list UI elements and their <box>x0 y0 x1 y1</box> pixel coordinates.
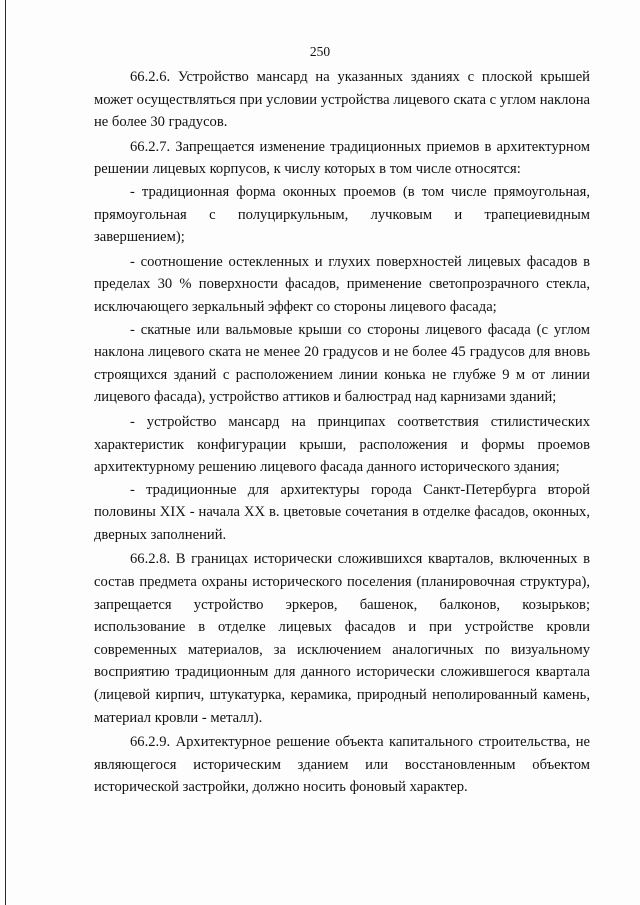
list-item-window-openings: - традиционная форма оконных проемов (в том числе прямоугольная, прямоугольная с полуциркульным, лучковым и трапециевидным завершением); <box>94 183 590 246</box>
paragraph-66-2-6: 66.2.6. Устройство мансард на указанных зданиях с плоской крышей может осуществляться при условии устройства лицевого ската с углом наклона не более 30 градусов. <box>94 69 590 131</box>
paragraph-66-2-7: 66.2.7. Запрещается изменение традиционных приемов в архитектурном решении лицевых корпусов, к числу которых в том числе относятся: <box>94 138 590 178</box>
scan-edge-line <box>5 0 6 905</box>
list-item-colors: - традиционные для архитектуры города Санкт-Петербурга второй половины XIX - начала XX в. цветовые сочетания в отделке фасадов, оконных, дверных заполнений. <box>94 481 590 543</box>
list-item-mansards: - устройство мансард на принципах соответствия стилистических характеристик конфигурации крыши, расположения и формы проемов архитектурному решению лицевого фасада данного исторического здания; <box>94 413 590 476</box>
page-number: 250 <box>309 44 331 59</box>
document-body <box>94 66 590 799</box>
paragraph-66-2-8: 66.2.8. В границах исторически сложившихся кварталов, включенных в состав предмета охраны исторического поселения (планировочная структура), запрещается устройство эркеров, башенок, балконов, козырьков; использование в отделке лицевых фасадов и при устройстве кровли современных материалов, за исключением аналогичных по визуальному восприятию традиционным для данного исторически сложившегося квартала (лицевой кирпич, штукатурка, керамика, природный неполированный камень, материал кровли - металл). <box>94 551 590 726</box>
list-item-glazing-ratio: - соотношение остекленных и глухих поверхностей лицевых фасадов в пределах 30 % поверхности фасадов, применение светопрозрачного стекла, исключающего зеркальный эффект со стороны лицевого фасада; <box>94 253 590 315</box>
list-item-roofs: - скатные или вальмовые крыши со стороны лицевого фасада (с углом наклона лицевого ската не менее 20 градусов и не более 45 градусов для вновь строящихся зданий с расположением линии конька не глубже 9 м от линии лицевого фасада), устройство аттиков и балюстрад над карнизами зданий; <box>94 321 590 406</box>
paragraph-66-2-9: 66.2.9. Архитектурное решение объекта капитального строительства, не являющегося историческим зданием или восстановленным объектом исторической застройки, должно носить фоновый характер. <box>94 734 590 796</box>
